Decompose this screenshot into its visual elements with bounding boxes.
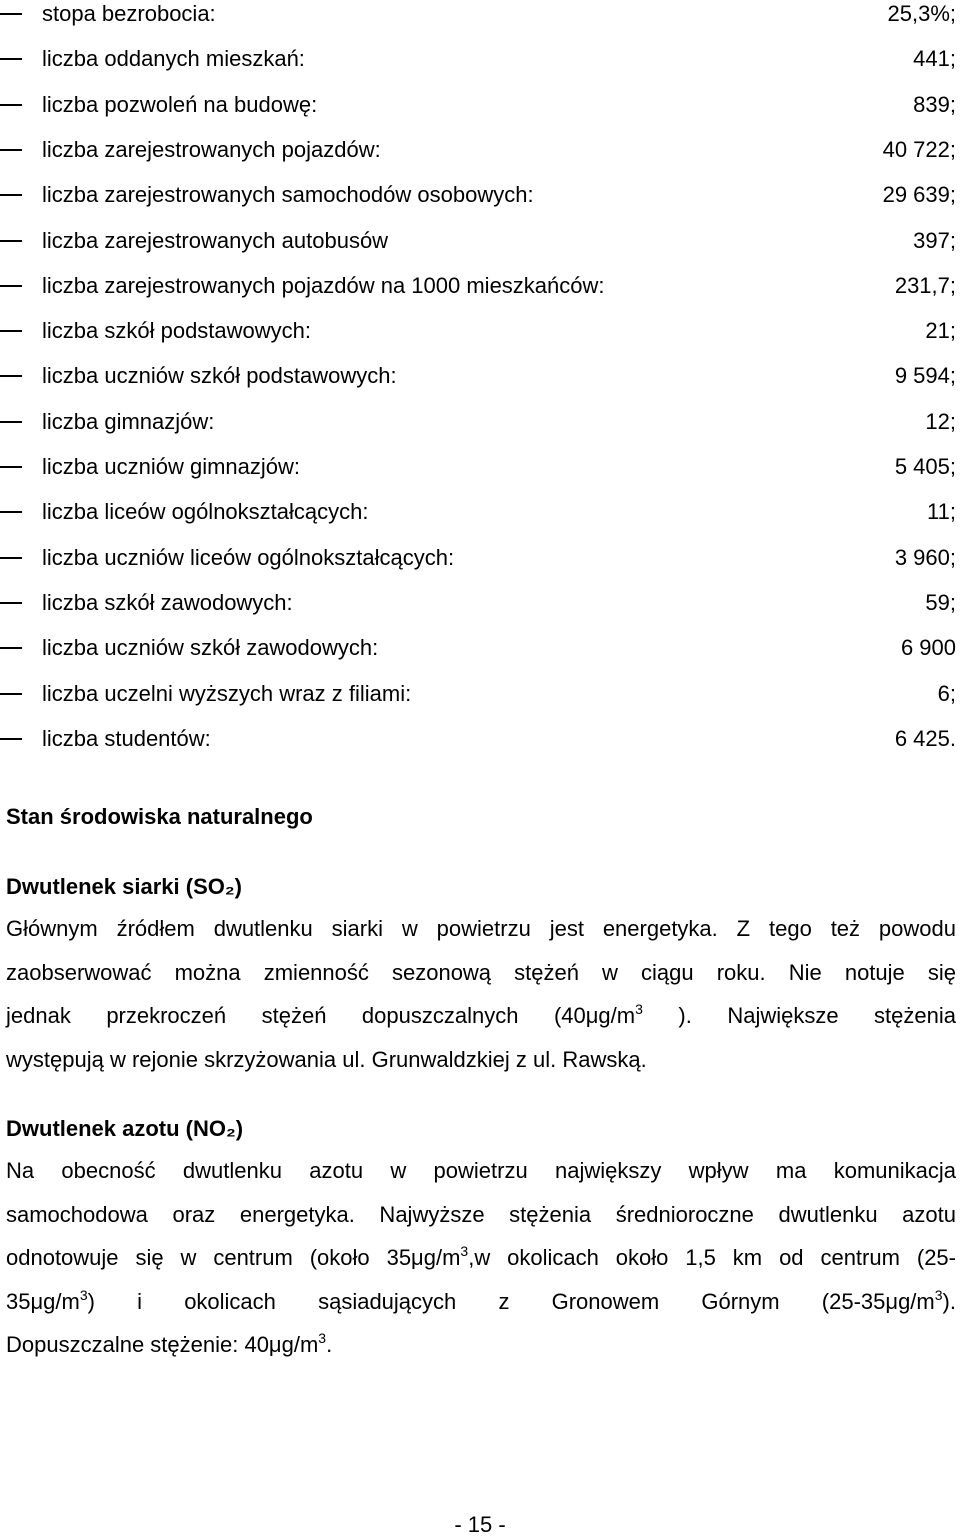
paragraph-line <box>6 1038 956 1082</box>
stat-row <box>0 363 960 408</box>
dash-bullet-icon <box>0 240 22 242</box>
stat-label: liczba zarejestrowanych samochodów osobowych: <box>42 182 534 208</box>
stat-value: 441; <box>913 46 956 72</box>
paragraph-line <box>6 951 956 995</box>
stat-row <box>0 318 960 363</box>
no2-paragraph <box>6 1149 956 1367</box>
stat-row <box>0 590 960 635</box>
stat-label: liczba szkół zawodowych: <box>42 589 293 615</box>
stat-value: 6 900 <box>900 635 956 661</box>
stat-label: liczba zarejestrowanych pojazdów: <box>42 136 381 162</box>
dash-bullet-icon <box>0 466 22 468</box>
text-run: zaobserwować można zmienność sezonową stężeń w ciągu roku. Nie notuje się <box>6 959 956 985</box>
paragraph-line <box>6 907 956 951</box>
text-run: Na obecność dwutlenku azotu w powietrzu największy wpływ ma komunikacja <box>6 1158 956 1183</box>
no2-heading: Dwutlenek azotu (NO₂) <box>6 1116 244 1141</box>
stat-label: liczba liceów ogólnokształcących: <box>42 499 369 525</box>
dash-bullet-icon <box>0 149 22 151</box>
stat-value: 5 405; <box>894 454 956 479</box>
dash-bullet-icon <box>0 375 22 377</box>
stat-value: 29 639; <box>882 182 956 208</box>
stat-row <box>0 681 960 726</box>
stat-label: liczba gimnazjów: <box>42 408 215 434</box>
stat-label: liczba szkół podstawowych: <box>42 318 312 344</box>
dash-bullet-icon <box>0 58 22 60</box>
stat-value: 12; <box>925 408 956 434</box>
text-run: ) i okolicach sąsiadujących z Gronowem Górnym (25-35μg/m <box>87 1288 935 1314</box>
stat-label: liczba uczniów szkół podstawowych: <box>42 363 397 389</box>
stat-label: liczba studentów: <box>42 725 211 751</box>
stat-row <box>0 726 960 771</box>
dash-bullet-icon <box>0 647 22 649</box>
superscript: 3 <box>318 1330 327 1346</box>
text-run: ). <box>942 1288 956 1314</box>
stat-row <box>0 409 960 454</box>
stat-label: liczba uczelni wyższych wraz z filiami: <box>42 680 412 706</box>
stat-row <box>0 46 960 91</box>
stat-row <box>0 635 960 680</box>
stat-value: 6 425. <box>894 725 956 751</box>
stat-row <box>0 137 960 182</box>
stat-row <box>0 454 960 499</box>
paragraph-line <box>6 1193 956 1237</box>
superscript: 3 <box>460 1243 469 1259</box>
stat-value: 11; <box>927 499 956 525</box>
stat-label: liczba oddanych mieszkań: <box>42 46 305 72</box>
dash-bullet-icon <box>0 421 22 423</box>
superscript: 3 <box>934 1286 943 1303</box>
stat-row <box>0 545 960 590</box>
text-run: samochodowa oraz energetyka. Najwyższe stężenia średnioroczne dwutlenku azotu <box>6 1201 956 1227</box>
stat-value: 839; <box>913 91 956 117</box>
stat-row <box>0 228 960 273</box>
stat-label: liczba uczniów szkół zawodowych: <box>42 635 379 661</box>
dash-bullet-icon <box>0 693 22 695</box>
section-title: Stan środowiska naturalnego <box>6 804 313 829</box>
stat-value: 9 594; <box>894 363 956 389</box>
stat-row <box>0 182 960 227</box>
stat-row <box>0 273 960 318</box>
dash-bullet-icon <box>0 602 22 604</box>
text-run: 35μg/m <box>6 1288 80 1314</box>
stat-value: 59; <box>925 589 956 615</box>
dash-bullet-icon <box>0 738 22 740</box>
dash-bullet-icon <box>0 285 22 287</box>
text-run: odnotowuje się w centrum (około 35μg/m <box>6 1245 461 1270</box>
paragraph-line <box>6 1149 956 1193</box>
superscript: 3 <box>635 1001 643 1017</box>
text-run: . <box>326 1332 333 1357</box>
text-run: Dopuszczalne stężenie: 40μg/m <box>6 1332 319 1357</box>
text-run: Głównym źródłem dwutlenku siarki w powietrzu jest energetyka. Z tego też powodu <box>6 916 956 941</box>
text-run: ). Największe stężenia <box>642 1003 956 1028</box>
text-run: ,w okolicach około 1,5 km od centrum (25- <box>468 1245 956 1270</box>
stat-value: 231,7; <box>894 272 956 298</box>
so2-heading: Dwutlenek siarki (SO₂) <box>6 874 242 899</box>
stat-row <box>0 1 960 46</box>
stat-value: 21; <box>925 318 956 344</box>
dash-bullet-icon <box>0 511 22 513</box>
paragraph-line <box>6 994 956 1038</box>
text-run: jednak przekroczeń stężeń dopuszczalnych (40μg/m <box>6 1003 636 1028</box>
stat-label: liczba pozwoleń na budowę: <box>42 91 318 117</box>
dash-bullet-icon <box>0 194 22 196</box>
dash-bullet-icon <box>0 330 22 332</box>
stat-value: 397; <box>913 227 956 253</box>
stat-label: liczba zarejestrowanych pojazdów na 1000 mieszkańców: <box>42 272 605 298</box>
superscript: 3 <box>79 1286 88 1303</box>
stat-value: 40 722; <box>882 136 956 162</box>
stat-value: 6; <box>937 680 956 706</box>
stat-value: 3 960; <box>894 544 956 570</box>
paragraph-line <box>6 1236 956 1280</box>
text-run: występują w rejonie skrzyżowania ul. Grunwaldzkiej z ul. Rawską. <box>6 1046 647 1072</box>
stat-label: liczba zarejestrowanych autobusów <box>42 227 389 253</box>
dash-bullet-icon <box>0 104 22 106</box>
page-number: - 15 - <box>454 1512 506 1537</box>
stat-row <box>0 92 960 137</box>
stat-label: stopa bezrobocia: <box>42 1 216 26</box>
paragraph-line <box>6 1323 956 1367</box>
stat-row <box>0 499 960 544</box>
dash-bullet-icon <box>0 557 22 559</box>
stat-label: liczba uczniów gimnazjów: <box>42 454 300 479</box>
stat-label: liczba uczniów liceów ogólnokształcących: <box>42 544 455 570</box>
paragraph-line <box>6 1280 956 1324</box>
dash-bullet-icon <box>0 13 22 15</box>
so2-paragraph <box>6 907 956 1081</box>
stat-value: 25,3%; <box>887 1 956 26</box>
